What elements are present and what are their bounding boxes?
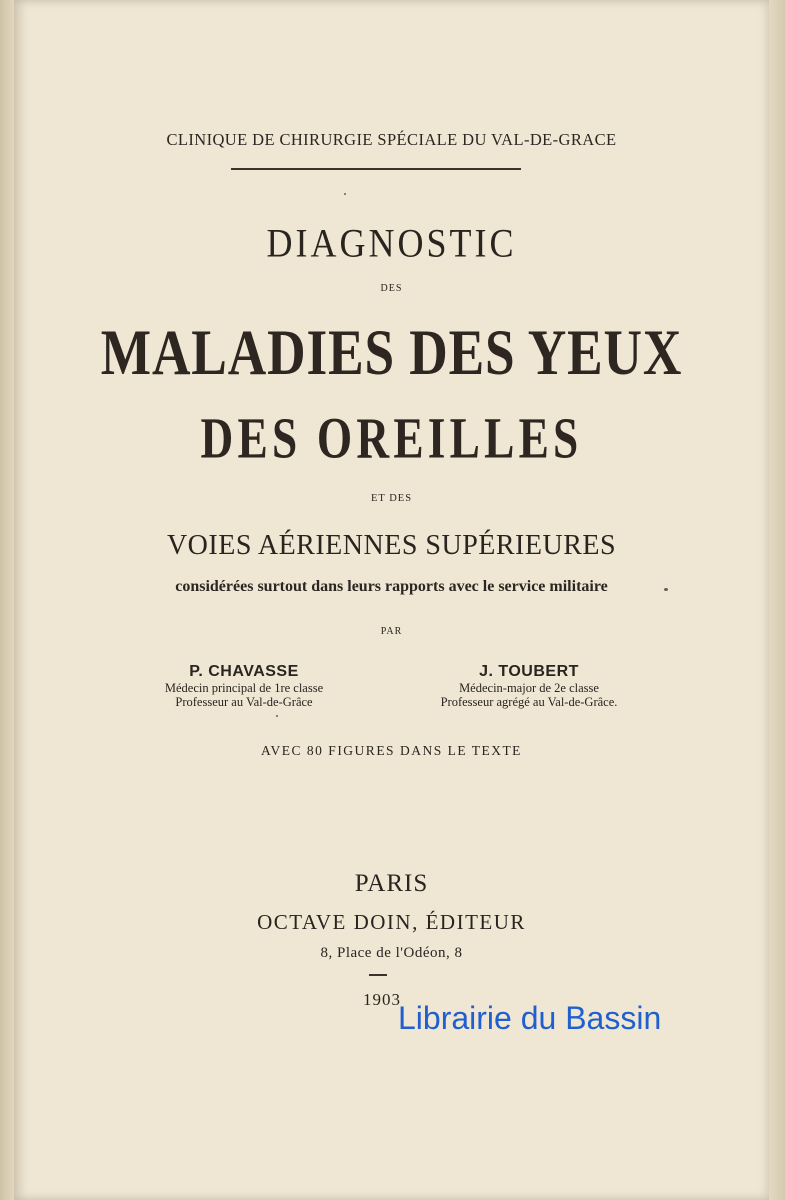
paper-speck: [276, 715, 278, 717]
title-connector-des: DES: [380, 283, 403, 294]
title-line-voies: VOIES AÉRIENNES SUPÉRIEURES: [166, 530, 617, 561]
year-divider: [369, 974, 387, 976]
header-rule: [231, 168, 521, 170]
subtitle: considérées surtout dans leurs rapports avec le service militaire: [175, 578, 608, 595]
publication-year: 1903: [363, 990, 401, 1009]
paper-speck: [344, 193, 346, 195]
bookseller-watermark: Librairie du Bassin: [398, 1000, 662, 1036]
author-name: J. TOUBERT: [479, 663, 579, 680]
publisher-name: OCTAVE DOIN, ÉDITEUR: [257, 910, 526, 934]
title-line-diagnostic: DIAGNOSTIC: [266, 220, 517, 266]
author-affiliation: Professeur au Val-de-Grâce: [175, 695, 313, 709]
paper-speck: [664, 588, 668, 591]
title-page: [14, 0, 769, 1200]
title-connector-et-des: ET DES: [370, 493, 413, 504]
author-chavasse: [124, 663, 364, 709]
author-affiliation: Professeur agrégé au Val-de-Grâce.: [440, 695, 618, 709]
title-line-oreilles: DES OREILLES: [200, 405, 583, 471]
author-title: Médecin-major de 2e classe: [459, 681, 599, 695]
page-edge-left: [0, 0, 14, 1200]
title-line-maladies: MALADIES DES YEUX: [100, 317, 683, 389]
publisher-address: 8, Place de l'Odéon, 8: [320, 945, 463, 961]
author-name: P. CHAVASSE: [189, 663, 299, 680]
page-edge-right: [769, 0, 785, 1200]
figures-note: AVEC 80 FIGURES DANS LE TEXTE: [261, 743, 522, 758]
author-toubert: [404, 663, 654, 709]
publisher-city: PARIS: [354, 870, 429, 897]
institution-heading: CLINIQUE DE CHIRURGIE SPÉCIALE DU VAL-DE-GRACE: [166, 130, 617, 149]
par-label: PAR: [380, 626, 403, 637]
author-title: Médecin principal de 1re classe: [164, 681, 324, 695]
